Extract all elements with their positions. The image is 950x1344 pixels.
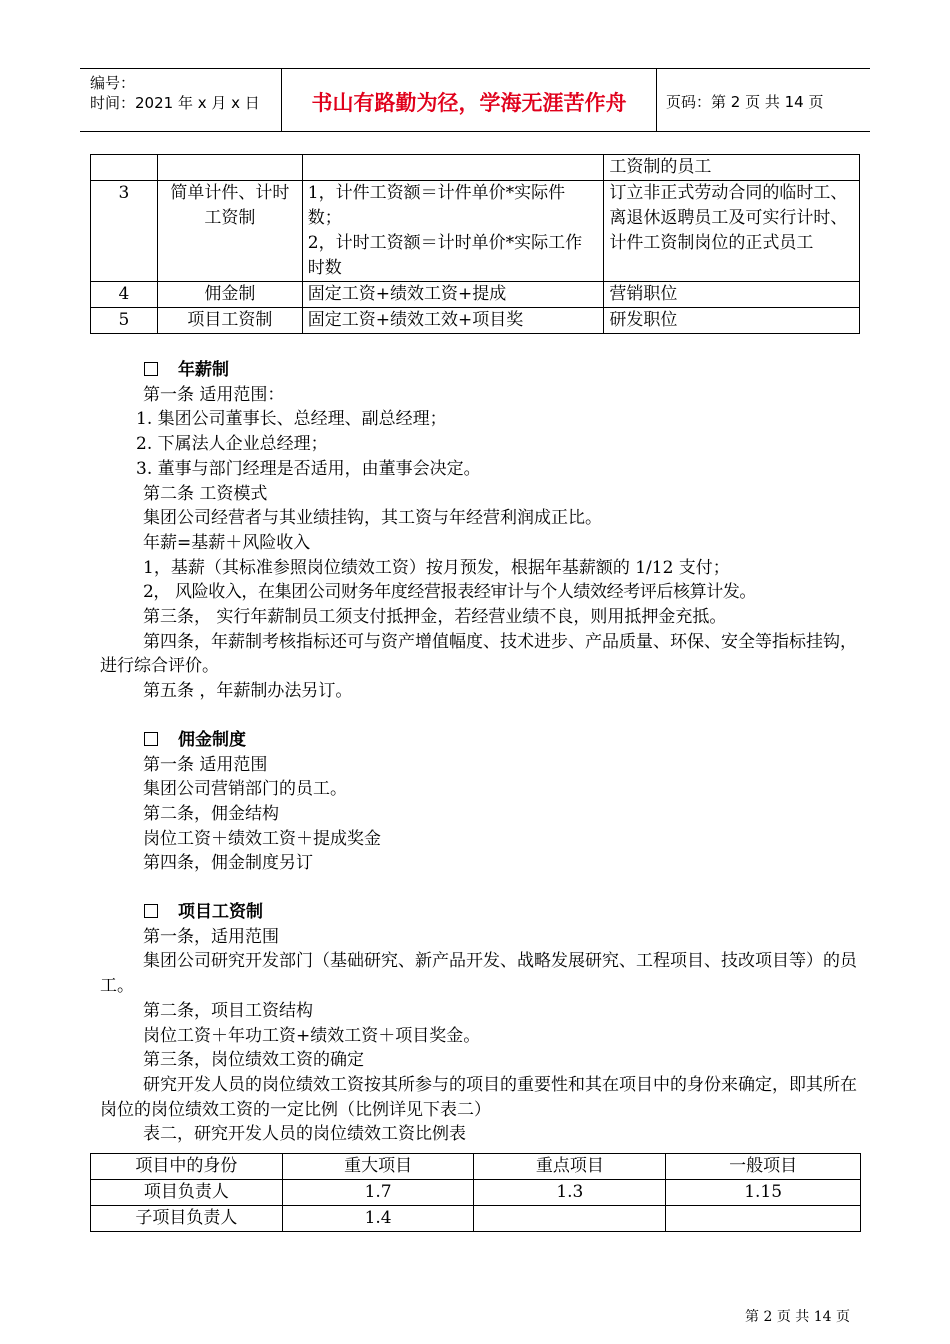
header-meta xyxy=(90,73,260,113)
paragraph: 3. 董事与部门经理是否适用，由董事会决定。 xyxy=(136,458,481,479)
column-header: 重大项目 xyxy=(282,1154,474,1180)
header-page-label: 页码：第 2 页 共 14 页 xyxy=(666,93,824,111)
paragraph: 第二条，佣金结构 xyxy=(143,803,279,824)
table-cell: 固定工资+绩效工效+项目奖 xyxy=(302,308,604,334)
paragraph: 表二，研究开发人员的岗位绩效工资比例表 xyxy=(143,1124,466,1145)
time-label: 时间：2021 年 x 月 x 日 xyxy=(90,94,260,112)
table-cell: 子项目负责人 xyxy=(91,1206,283,1232)
table-cell xyxy=(157,155,302,181)
salary-type-table xyxy=(90,154,860,334)
paragraph: 第一条 适用范围 xyxy=(143,754,268,775)
paragraph: 集团公司营销部门的员工。 xyxy=(143,779,347,800)
paragraph: 第一条，适用范围 xyxy=(143,926,279,947)
paragraph: 第二条，项目工资结构 xyxy=(143,1000,313,1021)
section-heading: 项目工资制 xyxy=(100,900,860,925)
header-motto: 书山有路勤为径，学海无涯苦作舟 xyxy=(311,91,627,115)
paragraph: 年薪=基薪＋风险收入 xyxy=(143,532,311,553)
section-heading: 佣金制度 xyxy=(100,728,860,753)
paragraph: 1. 集团公司董事长、总经理、副总经理； xyxy=(136,409,447,430)
paragraph: 岗位工资＋年功工资+绩效工资＋项目奖金。 xyxy=(143,1025,481,1046)
table-cell: 研发职位 xyxy=(604,308,860,334)
table-cell: 1.7 xyxy=(282,1180,474,1206)
section-heading: 年薪制 xyxy=(100,358,860,383)
table-header-row xyxy=(91,1154,861,1180)
table-cell: 1，计件工资额＝计件单价*实际件数； 2，计时工资额＝计时单价*实际工作时数 xyxy=(302,181,604,282)
table-cell: 5 xyxy=(91,308,158,334)
table-cell: 固定工资+绩效工资+提成 xyxy=(302,282,604,308)
table-row xyxy=(91,308,860,334)
table-cell: 简单计件、计时工资制 xyxy=(157,181,302,282)
checkbox-icon xyxy=(144,904,158,918)
paragraph: 集团公司经营者与其业绩挂钩，其工资与年经营利润成正比。 xyxy=(143,508,602,529)
table-row xyxy=(91,155,860,181)
table-cell: 工资制的员工 xyxy=(604,155,860,181)
column-header: 项目中的身份 xyxy=(91,1154,283,1180)
table-cell: 3 xyxy=(91,181,158,282)
table-row xyxy=(91,282,860,308)
column-header: 一般项目 xyxy=(666,1154,861,1180)
paragraph: 岗位工资＋绩效工资＋提成奖金 xyxy=(143,828,381,849)
paragraph: 第一条 适用范围： xyxy=(143,384,285,405)
table-cell: 佣金制 xyxy=(157,282,302,308)
paragraph: 2， 风险收入，在集团公司财务年度经营报表经审计与个人绩效经考评后核算计发。 xyxy=(143,582,757,603)
table-cell: 订立非正式劳动合同的临时工、离退休返聘员工及可实行计时、计件工资制岗位的正式员工 xyxy=(604,181,860,282)
table-cell: 项目工资制 xyxy=(157,308,302,334)
header-divider xyxy=(656,69,657,131)
paragraph: 集团公司研究开发部门（基础研究、新产品开发、战略发展研究、工程项目、技改项目等）的员工。 xyxy=(100,951,857,997)
document-body xyxy=(100,358,860,1147)
checkbox-icon xyxy=(144,362,158,376)
number-label: 编号： xyxy=(90,74,136,92)
paragraph: 第三条， 实行年薪制员工须支付抵押金，若经营业绩不良，则用抵押金充抵。 xyxy=(143,607,727,628)
column-header: 重点项目 xyxy=(474,1154,666,1180)
table-row xyxy=(91,1180,861,1206)
table-cell xyxy=(666,1206,861,1232)
page-footer: 第 2 页 共 14 页 xyxy=(745,1309,850,1325)
table-cell: 1.4 xyxy=(282,1206,474,1232)
table-cell: 项目负责人 xyxy=(91,1180,283,1206)
table-cell xyxy=(474,1206,666,1232)
paragraph: 第二条 工资模式 xyxy=(143,483,268,504)
table-row xyxy=(91,1206,861,1232)
paragraph: 第四条，佣金制度另订 xyxy=(143,853,313,874)
paragraph: 第五条 ，年薪制办法另订。 xyxy=(143,681,353,702)
table-cell: 1.3 xyxy=(474,1180,666,1206)
paragraph: 第三条，岗位绩效工资的确定 xyxy=(143,1050,364,1071)
checkbox-icon xyxy=(144,732,158,746)
paragraph: 研究开发人员的岗位绩效工资按其所参与的项目的重要性和其在项目中的身份来确定，即其所在岗位的岗位绩效工资的一定比例（比例详见下表二） xyxy=(100,1074,857,1120)
paragraph: 第四条，年薪制考核指标还可与资产增值幅度、技术进步、产品质量、环保、安全等指标挂钩，进行综合评价。 xyxy=(100,631,857,677)
table-row xyxy=(91,181,860,282)
ratio-table xyxy=(90,1153,861,1232)
table-cell: 营销职位 xyxy=(604,282,860,308)
paragraph: 2. 下属法人企业总经理； xyxy=(136,434,328,455)
table-cell xyxy=(91,155,158,181)
table-cell: 4 xyxy=(91,282,158,308)
paragraph: 1，基薪（其标准参照岗位绩效工资）按月预发，根据年基薪额的 1/12 支付； xyxy=(143,557,730,578)
table-cell xyxy=(302,155,604,181)
page-header xyxy=(80,68,870,132)
table-cell: 1.15 xyxy=(666,1180,861,1206)
